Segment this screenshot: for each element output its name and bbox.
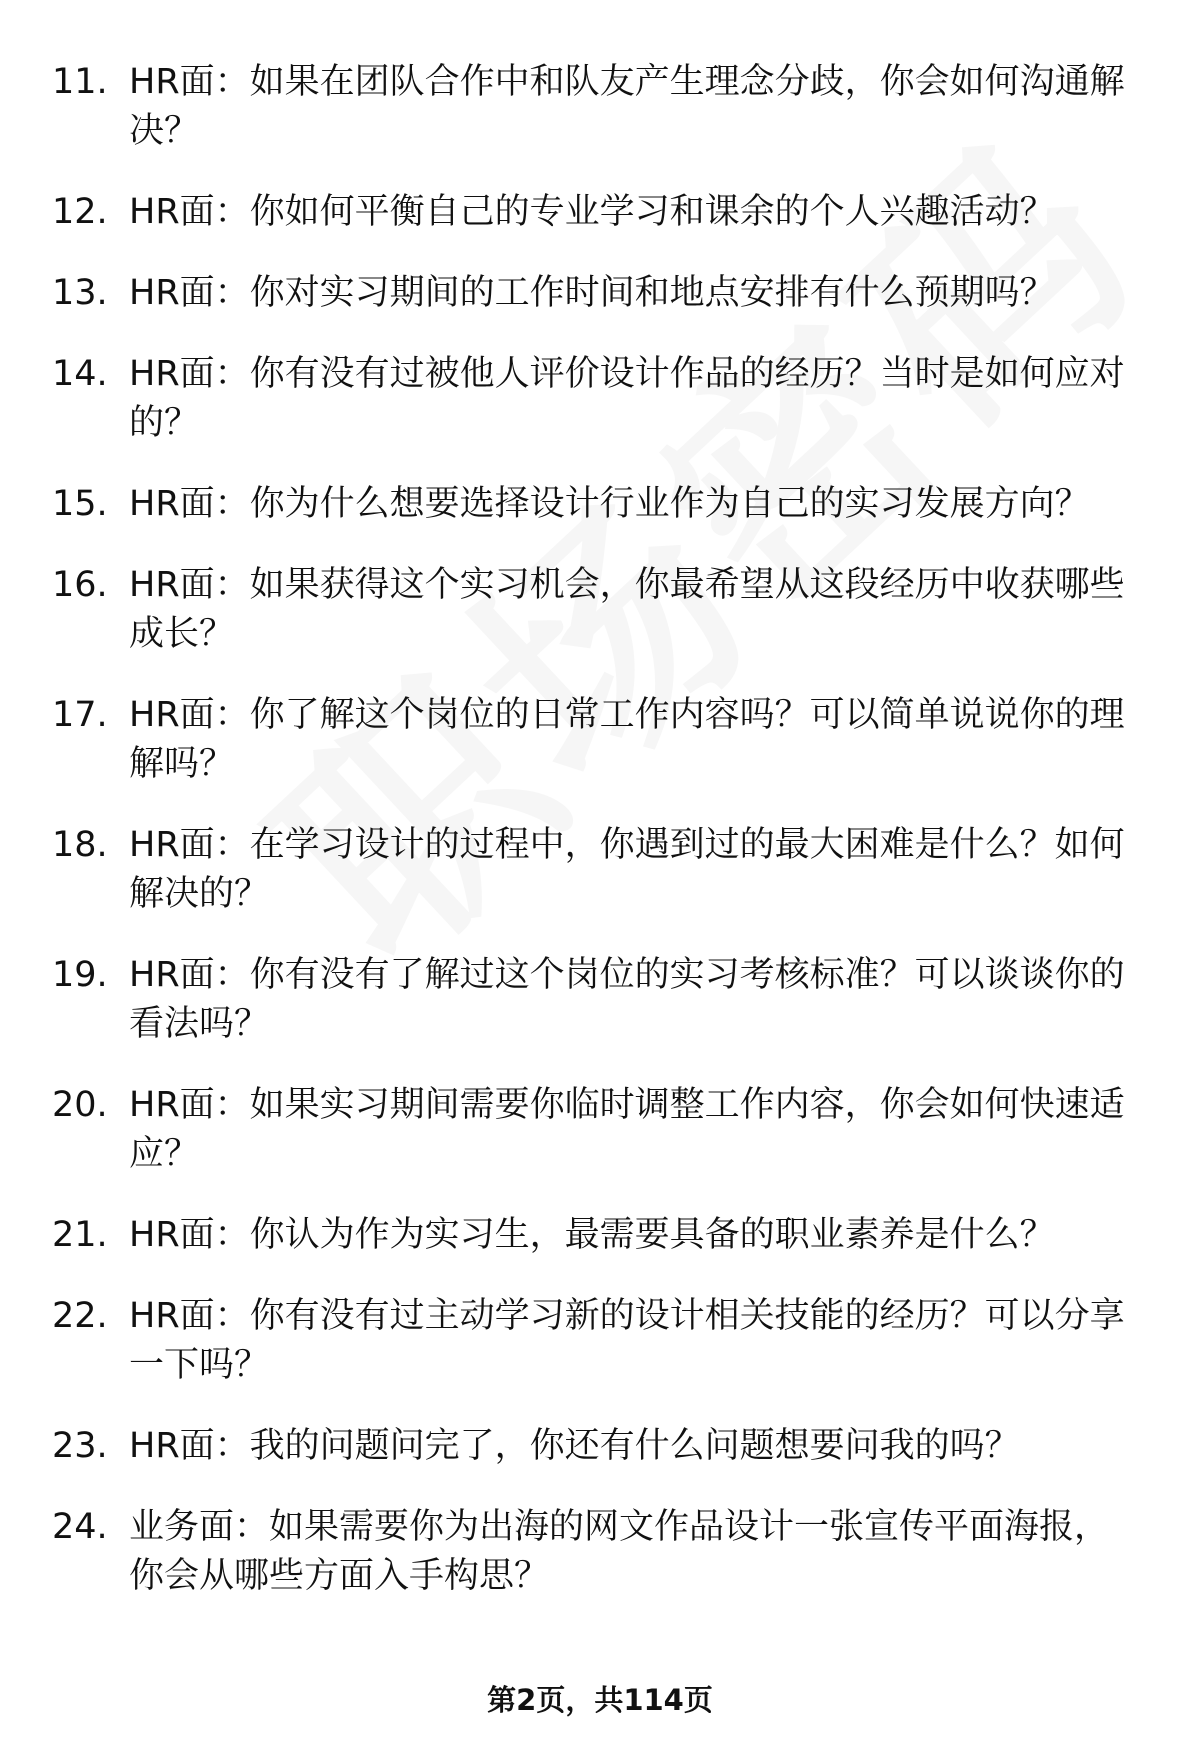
question-item-15	[52, 480, 1152, 529]
question-text: HR面：你如何平衡自己的专业学习和课余的个人兴趣活动？	[129, 192, 1055, 232]
page-number-footer: 第2页，共114页	[487, 1683, 713, 1717]
question-item-12	[52, 188, 1152, 237]
question-item-18	[52, 821, 1152, 919]
question-number: 20.	[52, 1085, 108, 1125]
question-number: 17.	[52, 695, 108, 735]
question-item-11	[52, 58, 1152, 156]
question-item-13	[52, 269, 1152, 318]
question-text: HR面：你认为作为实习生，最需要具备的职业素养是什么？	[129, 1215, 1055, 1255]
question-text: HR面：你为什么想要选择设计行业作为自己的实习发展方向？	[129, 484, 1090, 524]
question-text: HR面：你对实习期间的工作时间和地点安排有什么预期吗？	[129, 273, 1055, 313]
question-item-21	[52, 1211, 1152, 1260]
question-number: 24.	[52, 1507, 108, 1547]
question-text: HR面：你了解这个岗位的日常工作内容吗？可以简单说说你的理解吗？	[129, 695, 1125, 784]
question-number: 11.	[52, 62, 108, 102]
question-number: 14.	[52, 354, 108, 394]
question-text: HR面：在学习设计的过程中，你遇到过的最大困难是什么？如何解决的？	[129, 825, 1125, 914]
question-text: 业务面：如果需要你为出海的网文作品设计一张宣传平面海报，你会从哪些方面入手构思？	[129, 1507, 1110, 1596]
question-number: 16.	[52, 565, 108, 605]
question-text: HR面：你有没有过主动学习新的设计相关技能的经历？可以分享一下吗？	[129, 1296, 1125, 1385]
question-number: 23.	[52, 1426, 108, 1466]
question-number: 18.	[52, 825, 108, 865]
question-text: HR面：如果在团队合作中和队友产生理念分歧，你会如何沟通解决？	[129, 62, 1125, 151]
question-item-24	[52, 1503, 1152, 1601]
question-text: HR面：如果获得这个实习机会，你最希望从这段经历中收获哪些成长？	[129, 565, 1125, 654]
question-item-20	[52, 1081, 1152, 1179]
question-number: 12.	[52, 192, 108, 232]
question-item-23	[52, 1422, 1152, 1471]
question-number: 21.	[52, 1215, 108, 1255]
question-text: HR面：如果实习期间需要你临时调整工作内容，你会如何快速适应？	[129, 1085, 1125, 1174]
question-item-16	[52, 561, 1152, 659]
question-item-17	[52, 691, 1152, 789]
question-item-19	[52, 951, 1152, 1049]
question-item-22	[52, 1292, 1152, 1390]
question-number: 15.	[52, 484, 108, 524]
question-number: 19.	[52, 955, 108, 995]
question-text: HR面：你有没有过被他人评价设计作品的经历？当时是如何应对的？	[129, 354, 1125, 443]
question-text: HR面：我的问题问完了，你还有什么问题想要问我的吗？	[129, 1426, 1020, 1466]
question-list	[52, 58, 1152, 1633]
question-number: 13.	[52, 273, 108, 313]
question-text: HR面：你有没有了解过这个岗位的实习考核标准？可以谈谈你的看法吗？	[129, 955, 1125, 1044]
question-item-14	[52, 350, 1152, 448]
question-number: 22.	[52, 1296, 108, 1336]
